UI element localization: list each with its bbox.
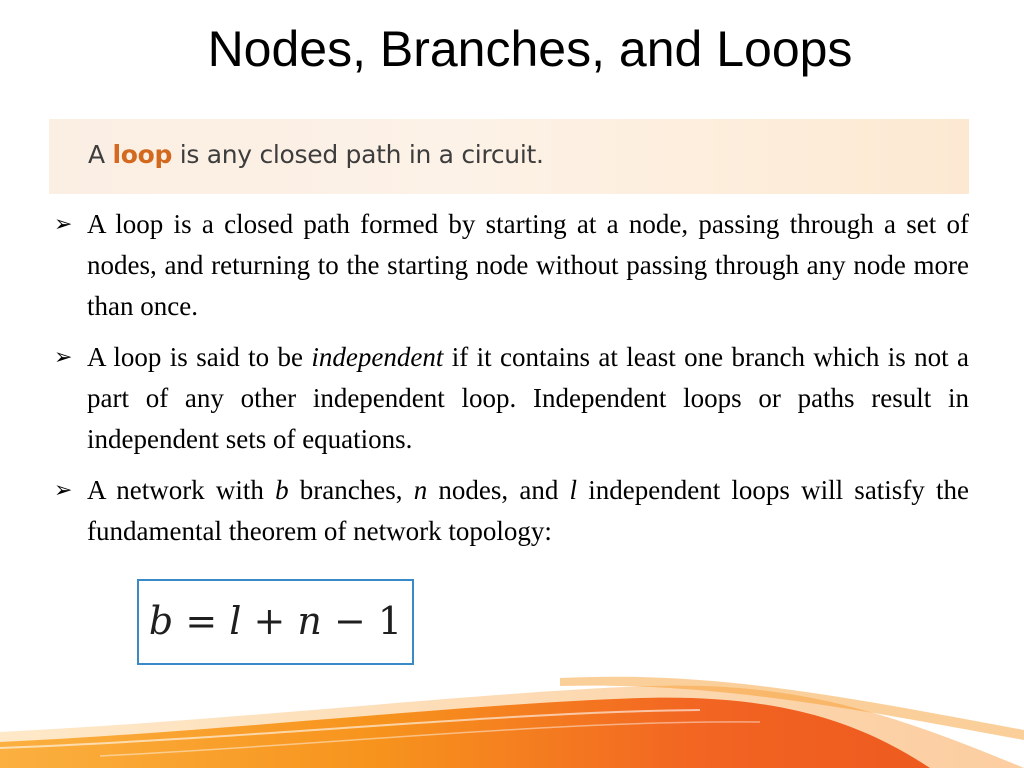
- arrow-bullet-icon: ➢: [54, 345, 73, 370]
- variable-n: n: [413, 475, 428, 505]
- emphasis-independent: independent: [311, 342, 444, 372]
- definition-banner: [49, 119, 969, 194]
- arrow-bullet-icon: ➢: [54, 212, 73, 237]
- formula-n: n: [297, 599, 322, 643]
- definition-suffix: is any closed path in a circuit.: [172, 140, 544, 169]
- definition-text: [88, 140, 544, 169]
- bullet-item-loop-definition: [54, 204, 969, 327]
- slide-title: Nodes, Branches, and Loops: [207, 21, 853, 77]
- arrow-bullet-icon: ➢: [54, 478, 73, 503]
- formula-b: b: [148, 599, 174, 643]
- bullet-text: A network with b branches, n nodes, and l independent loops will satisfy the fundamental theorem of network topology:: [87, 475, 969, 546]
- topology-formula: b = l + n − 1: [148, 599, 403, 643]
- bullet-item-independent-loop: [54, 337, 969, 460]
- bullet-text: A loop is said to be independent if it contains at least one branch which is not a part of any other independent loop. Independent loops or paths result in independent sets of equations.: [87, 342, 970, 454]
- definition-prefix: A: [88, 140, 113, 169]
- variable-l: l: [569, 475, 578, 505]
- orange-wave-decoration: [0, 660, 1024, 768]
- formula-box: [137, 579, 414, 665]
- formula-l: l: [229, 599, 242, 643]
- bullet-item-network-theorem: [54, 470, 969, 552]
- bullet-text: A loop is a closed path formed by starting at a node, passing through a set of nodes, and returning to the starting node without passing through any node more than once.: [87, 209, 969, 321]
- definition-keyword: loop: [112, 140, 173, 169]
- variable-b: b: [275, 475, 289, 505]
- bullet-list: [54, 204, 969, 562]
